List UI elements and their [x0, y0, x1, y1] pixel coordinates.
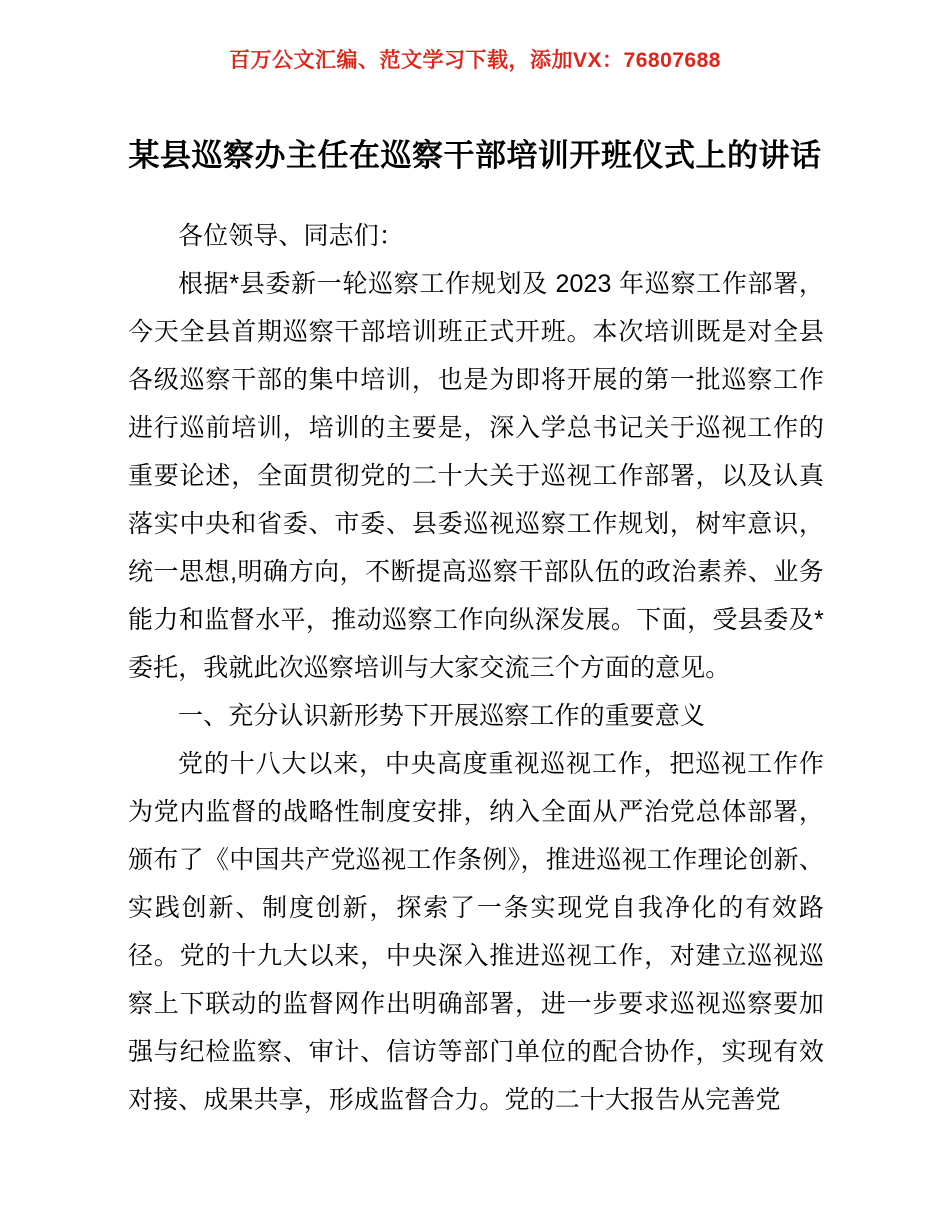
- intro-paragraph: 根据*县委新一轮巡察工作规划及 2023 年巡察工作部署，今天全县首期巡察干部培训班正式开班。本次培训既是对全县各级巡察干部的集中培训，也是为即将开展的第一批巡察工作进行巡前培训，培训的主要是，深入学总书记关于巡视工作的重要论述，全面贯彻党的二十大关于巡视工作部署，以及认真落实中央和省委、市委、县委巡视巡察工作规划，树牢意识，统一思想,明确方向，不断提高巡察干部队伍的政治素养、业务能力和监督水平，推动巡察工作向纵深发展。下面，受县委及*委托，我就此次巡察培训与大家交流三个方面的意见。: [128, 270, 824, 682]
- section-heading-1: 一、充分认识新形势下开展巡察工作的重要意义: [178, 702, 706, 730]
- page-title: 某县巡察办主任在巡察干部培训开班仪式上的讲话: [128, 137, 822, 173]
- promo-banner-text: 百万公文汇编、范文学习下载，添加VX：76807688: [229, 49, 721, 72]
- section-1-paragraph-1: 党的十八大以来，中央高度重视巡视工作，把巡视工作作为党内监督的战略性制度安排，纳入全面从严治党总体部署，颁布了《中国共产党巡视工作条例》，推进巡视工作理论创新、实践创新、制度创新，探索了一条实现党自我净化的有效路径。党的十九大以来，中央深入推进巡视工作，对建立巡视巡察上下联动的监督网作出明确部署，进一步要求巡视巡察要加强与纪检监察、审计、信访等部门单位的配合协作，实现有效对接、成果共享，形成监督合力。党的二十大报告从完善党: [128, 750, 824, 1114]
- salutation-line: 各位领导、同志们：: [178, 222, 404, 250]
- document-body: [128, 212, 824, 1124]
